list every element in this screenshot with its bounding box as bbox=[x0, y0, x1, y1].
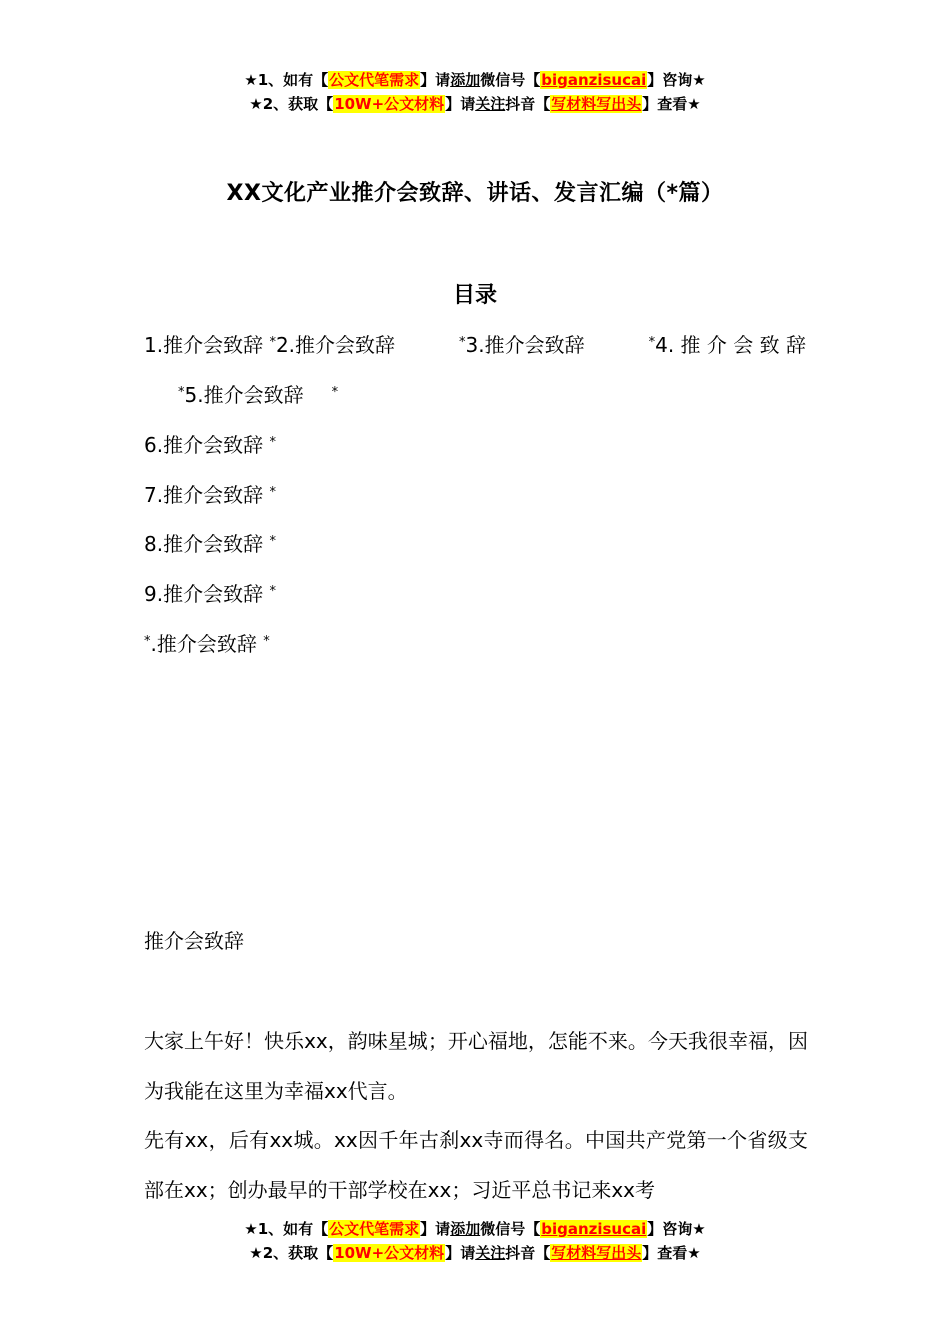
banner-text: 】请 bbox=[420, 71, 451, 89]
banner-text: ★1、如有【 bbox=[244, 1220, 329, 1238]
banner-underlined-text: 关注 bbox=[475, 95, 506, 113]
banner-text: 抖音【 bbox=[505, 95, 551, 113]
toc-asterisk: * bbox=[178, 385, 185, 400]
body-paragraph-1: 大家上午好！快乐xx，韵味星城；开心福地，怎能不来。今天我很幸福，因为我能在这里为幸福xx代言。 bbox=[144, 1029, 808, 1103]
banner-text: ★1、如有【 bbox=[244, 71, 329, 89]
banner-text: 】咨询★ bbox=[647, 71, 706, 89]
body-paragraph-2: 先有xx，后有xx城。xx因千年古刹xx寺而得名。中国共产党第一个省级支部在xx；创办最早的干部学校在xx；习近平总书记来xx考 bbox=[144, 1128, 808, 1202]
document-title: XX文化产业推介会致辞、讲话、发言汇编（*篇） bbox=[226, 181, 724, 206]
banner-line-1 bbox=[0, 68, 950, 92]
banner-line-1 bbox=[0, 1217, 950, 1241]
toc-entry-8: 8.推介会致辞 * bbox=[144, 532, 276, 556]
douyin-id-highlight: 写材料写出头 bbox=[551, 1244, 642, 1262]
banner-text: 】咨询★ bbox=[647, 1220, 706, 1238]
toc-entry-9: 9.推介会致辞 * bbox=[144, 582, 276, 606]
toc-entry-4: *4. 推 介 会 致 辞 bbox=[648, 333, 806, 357]
toc-entry-7: 7.推介会致辞 * bbox=[144, 483, 276, 507]
bottom-banner bbox=[0, 1217, 950, 1265]
banner-line-2 bbox=[0, 1241, 950, 1265]
douyin-id-highlight: 写材料写出头 bbox=[551, 95, 642, 113]
toc-entry-text: 5.推介会致辞 bbox=[184, 383, 304, 407]
wechat-id-highlight: biganzisucai bbox=[541, 1220, 647, 1238]
banner-text: 微信号【 bbox=[480, 71, 541, 89]
banner-highlight: 10W+公文材料 bbox=[334, 95, 445, 113]
banner-highlight: 10W+公文材料 bbox=[334, 1244, 445, 1262]
top-banner bbox=[0, 68, 950, 116]
banner-underlined-text: 关注 bbox=[475, 1244, 506, 1262]
toc-asterisk: * bbox=[331, 385, 339, 400]
banner-text: 】请 bbox=[445, 95, 476, 113]
banner-text: 】查看★ bbox=[642, 95, 701, 113]
toc-entry-1: 1.推介会致辞 *2.推介会致辞 bbox=[144, 333, 396, 357]
banner-line-2 bbox=[0, 92, 950, 116]
banner-highlight: 公文代笔需求 bbox=[329, 1220, 420, 1238]
wechat-id-highlight: biganzisucai bbox=[541, 71, 647, 89]
banner-text: 】请 bbox=[420, 1220, 451, 1238]
toc-entry-6: 6.推介会致辞 * bbox=[144, 433, 276, 457]
banner-text: 微信号【 bbox=[480, 1220, 541, 1238]
banner-text: 】请 bbox=[445, 1244, 476, 1262]
banner-underlined-text: 添加 bbox=[450, 71, 481, 89]
banner-underlined-text: 添加 bbox=[450, 1220, 481, 1238]
banner-text: ★2、获取【 bbox=[249, 95, 334, 113]
banner-text: 】查看★ bbox=[642, 1244, 701, 1262]
banner-text: ★2、获取【 bbox=[249, 1244, 334, 1262]
toc-line-1 bbox=[144, 328, 806, 360]
toc-entry-10: *.推介会致辞 * bbox=[144, 632, 270, 656]
toc-entry-3: *3.推介会致辞 bbox=[459, 333, 585, 357]
toc-entry-5 bbox=[178, 378, 338, 410]
section-title: 推介会致辞 bbox=[144, 929, 244, 953]
banner-text: 抖音【 bbox=[505, 1244, 551, 1262]
toc-heading: 目录 bbox=[452, 283, 497, 308]
banner-highlight: 公文代笔需求 bbox=[329, 71, 420, 89]
